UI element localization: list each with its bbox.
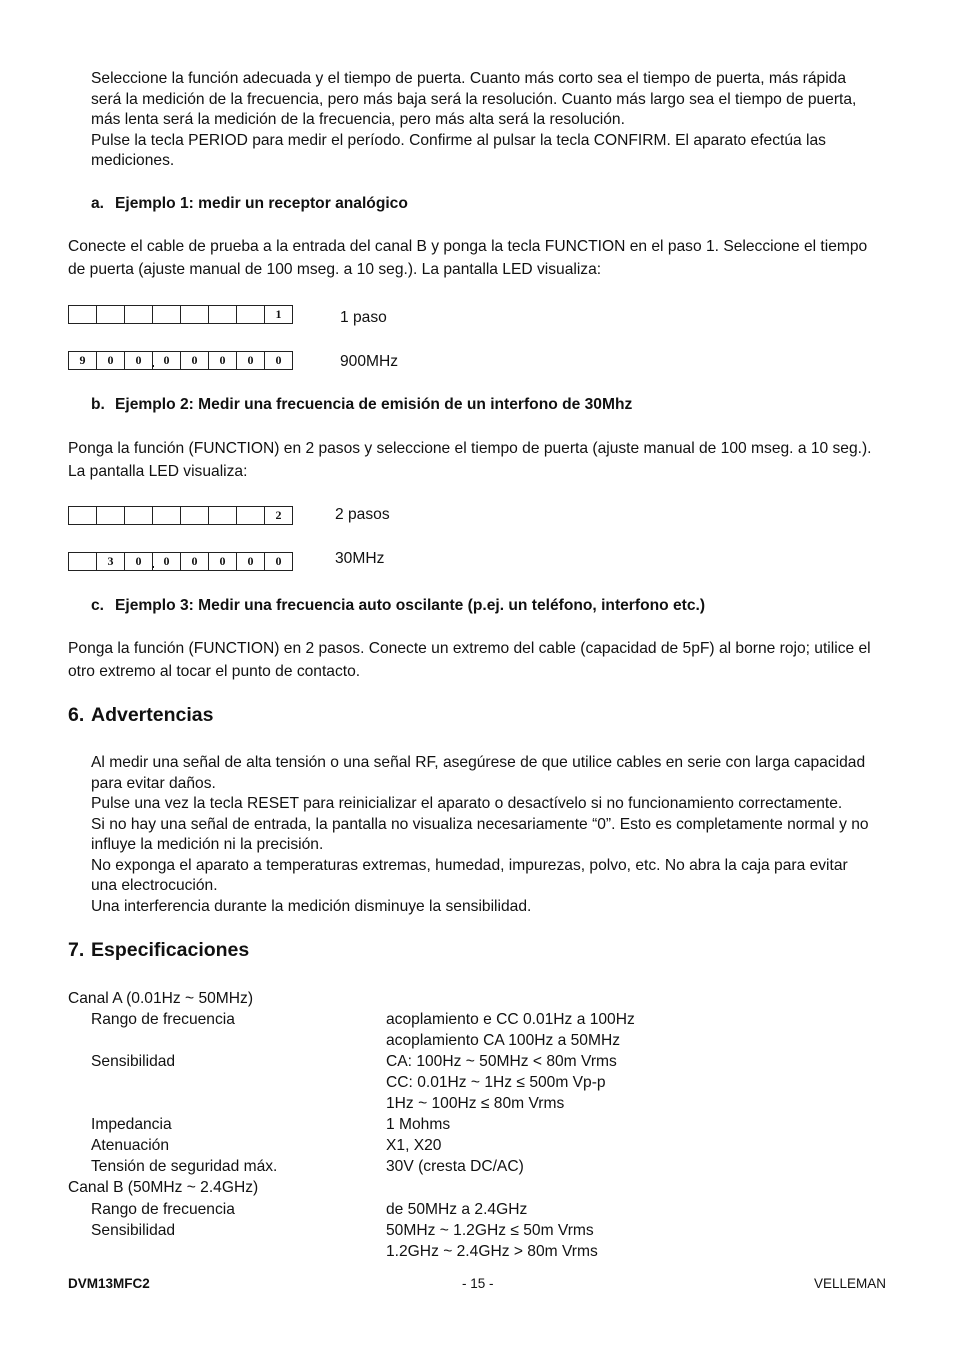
- section-7-number: 7.: [68, 939, 85, 961]
- led-display-reading: [68, 552, 293, 571]
- example-c-title: Ejemplo 3: Medir una frecuencia auto oscilante (p.ej. un teléfono, interfono etc.): [115, 597, 706, 614]
- example-b-heading: [91, 395, 632, 416]
- example-c-label: c.: [91, 597, 105, 614]
- intro-line: será la medición de la frecuencia, pero más baja será la resolución. Cuanto más largo sea el tiempo de puerta,: [91, 90, 857, 108]
- section-6-heading: [68, 705, 213, 726]
- example-a-label: a.: [91, 195, 105, 212]
- led-digit: 0: [264, 552, 293, 571]
- section-6-line: Una interferencia durante la medición disminuye la sensibilidad.: [91, 897, 532, 915]
- led-digit: [208, 506, 237, 525]
- led-digit: 2: [264, 506, 293, 525]
- led-digit: 0: [264, 351, 293, 370]
- spec-group-title: Canal B (50MHz ~ 2.4GHz): [68, 1179, 259, 1197]
- section-6-title: Advertencias: [91, 704, 214, 726]
- intro-line: Pulse la tecla PERIOD para medir el período. Confirme al pulsar la tecla CONFIRM. El aparato efectúa las: [91, 131, 826, 149]
- example-a-line: de puerta (ajuste manual de 100 mseg. a 10 seg.). La pantalla LED visualiza:: [68, 260, 602, 278]
- led-digit: 0: [152, 552, 181, 571]
- intro-paragraph: [91, 69, 891, 172]
- led-display-step-label: 1 paso: [340, 309, 387, 326]
- footer-model: DVM13MFC2: [68, 1276, 150, 1291]
- section-6-number: 6.: [68, 704, 85, 726]
- led-display-reading-label: 900MHz: [340, 353, 399, 370]
- led-display-step: [68, 506, 293, 525]
- led-digit: [180, 506, 209, 525]
- footer-page-number: - 15 -: [462, 1276, 494, 1291]
- led-digit: 0: [208, 351, 237, 370]
- led-display-reading: [68, 351, 293, 370]
- section-6-line: Si no hay una señal de entrada, la pantalla no visualiza necesariamente “0”. Esto es completamente normal y no: [91, 815, 869, 833]
- led-digit: [68, 552, 97, 571]
- led-digit: 0: [180, 351, 209, 370]
- led-digit: [68, 506, 97, 525]
- section-6-line: No exponga el aparato a temperaturas extremas, humedad, impurezas, polvo, etc. No abra la caja para evitar: [91, 856, 848, 874]
- led-digit: 0: [236, 351, 265, 370]
- led-digit: [152, 305, 181, 324]
- led-digit: [124, 506, 153, 525]
- led-display-step: [68, 305, 293, 324]
- spec-label: Rango de frecuencia: [91, 1011, 235, 1029]
- led-digit: [208, 305, 237, 324]
- example-a-title: Ejemplo 1: medir un receptor analógico: [115, 195, 408, 212]
- section-6-line: para evitar daños.: [91, 774, 216, 792]
- example-b-line: Ponga la función (FUNCTION) en 2 pasos y seleccione el tiempo de puerta (ajuste manual de 100 mseg. a 10 seg.).: [68, 440, 872, 457]
- led-digit: 1: [264, 305, 293, 324]
- section-6-line: Al medir una señal de alta tensión o una señal RF, asegúrese de que utilice cables en serie con larga capacidad: [91, 754, 866, 771]
- spec-label: Rango de frecuencia: [91, 1200, 235, 1218]
- spec-value: CA: 100Hz ~ 50MHz < 80m Vrms: [386, 1053, 617, 1071]
- led-digit: [124, 305, 153, 324]
- example-b-text: [68, 438, 886, 483]
- spec-label: Sensibilidad: [91, 1053, 176, 1071]
- spec-value: 30V (cresta DC/AC): [386, 1158, 524, 1176]
- led-digit: 0: [152, 351, 181, 370]
- led-digit: [236, 506, 265, 525]
- spec-label: Tensión de seguridad máx.: [91, 1158, 278, 1176]
- led-digit: 0: [96, 351, 125, 370]
- spec-value: 1.2GHz ~ 2.4GHz > 80m Vrms: [386, 1242, 598, 1260]
- footer-brand: VELLEMAN: [813, 1276, 886, 1291]
- spec-value: 1Hz ~ 100Hz ≤ 80m Vrms: [386, 1095, 565, 1113]
- section-6-body: [91, 753, 891, 917]
- led-digit: 0: [180, 552, 209, 571]
- led-display-step-label: 2 pasos: [335, 506, 390, 523]
- example-a-heading: [91, 194, 408, 215]
- led-digit: [96, 506, 125, 525]
- spec-value: acoplamiento CA 100Hz a 50MHz: [386, 1032, 621, 1050]
- spec-value: de 50MHz a 2.4GHz: [386, 1200, 528, 1218]
- section-6-line: Pulse una vez la tecla RESET para reinicializar el aparato o desactívelo si no funcionamiento correctamente.: [91, 795, 843, 812]
- led-digit: 0: [208, 552, 237, 571]
- example-b-label: b.: [91, 396, 105, 413]
- intro-line: mediciones.: [91, 152, 175, 169]
- spec-label: Sensibilidad: [91, 1221, 176, 1239]
- led-digit: [236, 305, 265, 324]
- example-b-title: Ejemplo 2: Medir una frecuencia de emisión de un interfono de 30Mhz: [115, 396, 633, 413]
- led-digit: [68, 305, 97, 324]
- spec-value: X1, X20: [386, 1137, 442, 1155]
- example-c-line: otro extremo al tocar el punto de contacto.: [68, 662, 361, 680]
- section-7-heading: [68, 940, 249, 961]
- led-digit: [152, 506, 181, 525]
- spec-label: Atenuación: [91, 1137, 170, 1155]
- led-digit: 0: [124, 351, 153, 370]
- intro-line: más lenta será la medición de la frecuencia, pero más alta será la resolución.: [91, 111, 625, 128]
- spec-value: 1 Mohms: [386, 1116, 451, 1134]
- section-7-title: Especificaciones: [91, 939, 250, 961]
- example-c-line: Ponga la función (FUNCTION) en 2 pasos. Conecte un extremo del cable (capacidad de 5pF) al borne rojo; utilice el: [68, 640, 871, 657]
- spec-value: acoplamiento e CC 0.01Hz a 100Hz: [386, 1011, 635, 1029]
- led-digit: 0: [124, 552, 153, 571]
- example-a-line: Conecte el cable de prueba a la entrada del canal B y ponga la tecla FUNCTION en el paso 1. Seleccione el tiempo: [68, 238, 868, 255]
- spec-value: CC: 0.01Hz ~ 1Hz ≤ 500m Vp-p: [386, 1074, 606, 1092]
- section-6-line: una electrocución.: [91, 877, 218, 894]
- led-digit: 0: [236, 552, 265, 571]
- section-6-line: influye la medición ni la precisión.: [91, 836, 324, 853]
- example-a-text: [68, 236, 886, 281]
- spec-label: Impedancia: [91, 1116, 172, 1134]
- example-b-line: La pantalla LED visualiza:: [68, 462, 248, 480]
- led-digit: 3: [96, 552, 125, 571]
- example-c-heading: [91, 596, 705, 617]
- led-display-reading-label: 30MHz: [335, 550, 385, 567]
- led-digit: [180, 305, 209, 324]
- spec-group-title: Canal A (0.01Hz ~ 50MHz): [68, 990, 254, 1007]
- example-c-text: [68, 638, 886, 683]
- spec-value: 50MHz ~ 1.2GHz ≤ 50m Vrms: [386, 1221, 594, 1239]
- intro-line: Seleccione la función adecuada y el tiempo de puerta. Cuanto más corto sea el tiempo de puerta, más rápida: [91, 70, 847, 87]
- led-digit: 9: [68, 351, 97, 370]
- led-digit: [96, 305, 125, 324]
